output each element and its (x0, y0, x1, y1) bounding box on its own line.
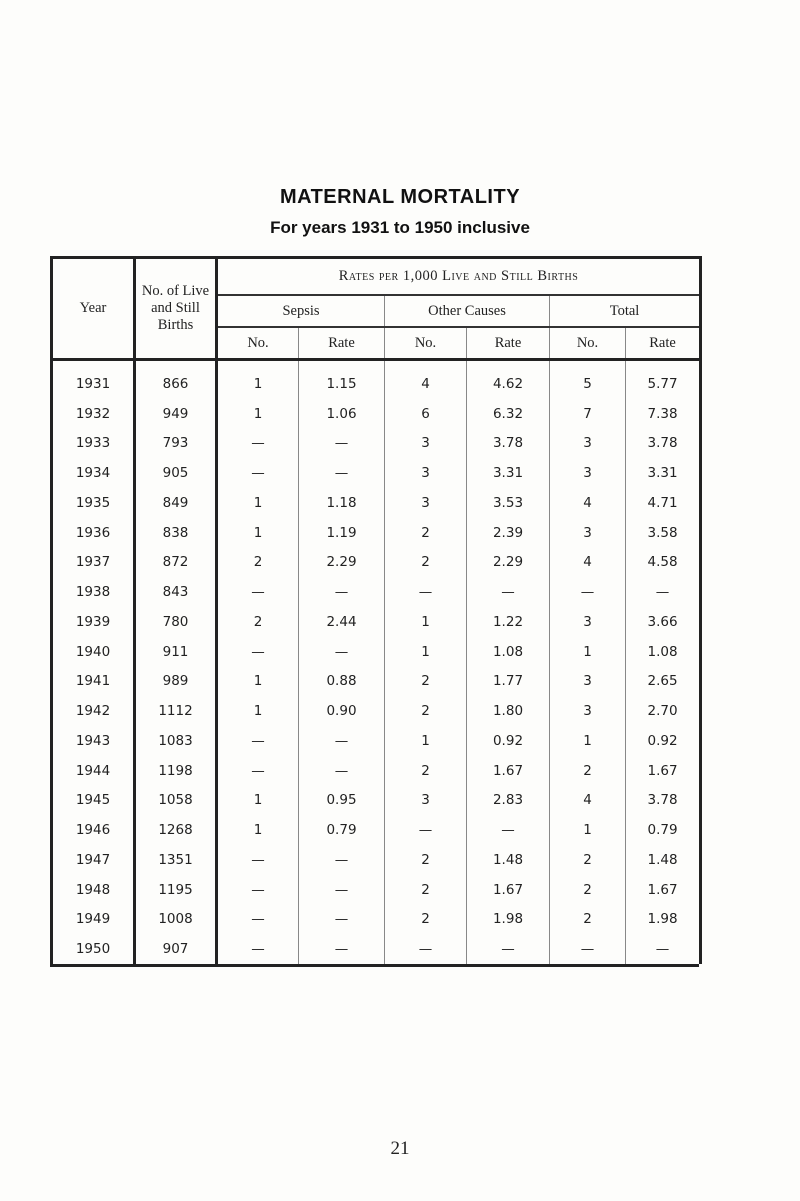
mortality-table (50, 256, 702, 964)
cell-o-rate: 1.77 (467, 667, 550, 697)
table-row (52, 696, 701, 726)
header-sepsis-no: No. (217, 327, 299, 360)
cell-t-no: 2 (550, 756, 626, 786)
cell-o-rate: 1.48 (467, 845, 550, 875)
page-title: MATERNAL MORTALITY (279, 186, 521, 208)
cell-births: 1351 (135, 845, 217, 875)
cell-s-no: — (217, 429, 299, 459)
cell-s-rate: — (299, 905, 385, 935)
cell-s-no: — (217, 875, 299, 905)
header-births: No. of Live and Still Births (135, 258, 217, 360)
table-row (52, 518, 701, 548)
cell-s-rate: — (299, 845, 385, 875)
table-row (52, 548, 701, 578)
cell-births: 1058 (135, 786, 217, 816)
cell-o-no: 2 (385, 875, 467, 905)
cell-year: 1944 (52, 756, 135, 786)
cell-t-no: 7 (550, 399, 626, 429)
cell-year: 1936 (52, 518, 135, 548)
cell-births: 780 (135, 607, 217, 637)
cell-births: 838 (135, 518, 217, 548)
cell-t-rate: 4.58 (626, 548, 701, 578)
cell-t-no: 4 (550, 548, 626, 578)
cell-o-no: 3 (385, 458, 467, 488)
cell-s-rate: 2.44 (299, 607, 385, 637)
cell-t-no: 1 (550, 726, 626, 756)
cell-year: 1941 (52, 667, 135, 697)
cell-t-rate: 1.67 (626, 756, 701, 786)
cell-births: 843 (135, 577, 217, 607)
cell-o-no: 2 (385, 667, 467, 697)
cell-year: 1943 (52, 726, 135, 756)
cell-s-no: 1 (217, 696, 299, 726)
cell-births: 911 (135, 637, 217, 667)
cell-s-rate: — (299, 875, 385, 905)
header-other-no: No. (385, 327, 467, 360)
cell-year: 1949 (52, 905, 135, 935)
cell-births: 849 (135, 488, 217, 518)
cell-o-rate: 0.92 (467, 726, 550, 756)
cell-o-rate: 2.29 (467, 548, 550, 578)
cell-births: 1008 (135, 905, 217, 935)
cell-o-rate: 1.22 (467, 607, 550, 637)
cell-o-rate: — (467, 934, 550, 964)
cell-o-rate: 1.08 (467, 637, 550, 667)
cell-t-rate: 5.77 (626, 360, 701, 399)
cell-s-rate: 2.29 (299, 548, 385, 578)
cell-o-no: 2 (385, 756, 467, 786)
cell-year: 1937 (52, 548, 135, 578)
cell-s-rate: — (299, 429, 385, 459)
cell-s-no: — (217, 726, 299, 756)
cell-o-no: 3 (385, 429, 467, 459)
cell-t-rate: 3.78 (626, 429, 701, 459)
cell-o-no: 2 (385, 518, 467, 548)
cell-o-rate: 3.78 (467, 429, 550, 459)
cell-year: 1932 (52, 399, 135, 429)
cell-births: 1198 (135, 756, 217, 786)
cell-year: 1946 (52, 815, 135, 845)
table-body (52, 360, 701, 965)
header-sepsis: Sepsis (217, 295, 385, 327)
cell-s-rate: — (299, 577, 385, 607)
cell-o-rate: 3.53 (467, 488, 550, 518)
cell-o-no: 2 (385, 845, 467, 875)
cell-s-rate: 1.06 (299, 399, 385, 429)
cell-s-no: — (217, 845, 299, 875)
cell-year: 1934 (52, 458, 135, 488)
header-total-rate: Rate (626, 327, 701, 360)
table-row (52, 845, 701, 875)
cell-s-rate: — (299, 637, 385, 667)
table-row (52, 458, 701, 488)
cell-s-rate: — (299, 934, 385, 964)
cell-o-no: 1 (385, 607, 467, 637)
cell-births: 1268 (135, 815, 217, 845)
table-row (52, 360, 701, 399)
table-row (52, 399, 701, 429)
cell-o-rate: 2.83 (467, 786, 550, 816)
cell-births: 1195 (135, 875, 217, 905)
cell-year: 1942 (52, 696, 135, 726)
cell-t-rate: 3.58 (626, 518, 701, 548)
cell-o-no: — (385, 577, 467, 607)
header-year: Year (52, 258, 135, 360)
cell-t-no: 4 (550, 488, 626, 518)
cell-births: 905 (135, 458, 217, 488)
cell-year: 1947 (52, 845, 135, 875)
cell-year: 1939 (52, 607, 135, 637)
cell-t-no: 2 (550, 845, 626, 875)
cell-year: 1948 (52, 875, 135, 905)
cell-births: 1083 (135, 726, 217, 756)
cell-year: 1931 (52, 360, 135, 399)
cell-t-rate: 2.65 (626, 667, 701, 697)
cell-s-rate: 0.79 (299, 815, 385, 845)
cell-s-no: 1 (217, 518, 299, 548)
cell-o-rate: 3.31 (467, 458, 550, 488)
cell-s-rate: — (299, 726, 385, 756)
cell-t-no: 3 (550, 607, 626, 637)
cell-o-no: 6 (385, 399, 467, 429)
cell-s-no: — (217, 756, 299, 786)
cell-t-rate: — (626, 934, 701, 964)
cell-t-rate: 3.31 (626, 458, 701, 488)
page-number: 21 (390, 1138, 410, 1159)
cell-births: 872 (135, 548, 217, 578)
cell-t-rate: 4.71 (626, 488, 701, 518)
cell-year: 1945 (52, 786, 135, 816)
cell-o-no: — (385, 815, 467, 845)
cell-t-rate: 1.67 (626, 875, 701, 905)
table-row (52, 934, 701, 964)
cell-s-rate: — (299, 458, 385, 488)
cell-t-no: 4 (550, 786, 626, 816)
cell-s-no: 2 (217, 548, 299, 578)
cell-s-no: 2 (217, 607, 299, 637)
cell-t-no: 2 (550, 875, 626, 905)
cell-births: 866 (135, 360, 217, 399)
cell-t-no: — (550, 934, 626, 964)
cell-o-rate: 1.98 (467, 905, 550, 935)
cell-births: 949 (135, 399, 217, 429)
cell-t-rate: 1.98 (626, 905, 701, 935)
header-total: Total (550, 295, 701, 327)
cell-year: 1950 (52, 934, 135, 964)
table-row (52, 815, 701, 845)
cell-s-no: 1 (217, 399, 299, 429)
cell-s-no: — (217, 577, 299, 607)
cell-o-no: 2 (385, 905, 467, 935)
cell-o-no: 3 (385, 786, 467, 816)
cell-s-rate: 1.18 (299, 488, 385, 518)
cell-births: 907 (135, 934, 217, 964)
cell-t-no: 2 (550, 905, 626, 935)
mortality-table-frame (50, 256, 699, 967)
cell-s-rate: 1.19 (299, 518, 385, 548)
table-bottom-rule (50, 964, 699, 967)
cell-o-no: 1 (385, 726, 467, 756)
cell-o-rate: 1.67 (467, 756, 550, 786)
cell-o-no: — (385, 934, 467, 964)
cell-o-rate: 2.39 (467, 518, 550, 548)
cell-s-no: 1 (217, 488, 299, 518)
cell-births: 989 (135, 667, 217, 697)
header-total-no: No. (550, 327, 626, 360)
cell-o-rate: 4.62 (467, 360, 550, 399)
cell-o-no: 2 (385, 548, 467, 578)
cell-o-no: 2 (385, 696, 467, 726)
cell-year: 1940 (52, 637, 135, 667)
cell-t-rate: 0.79 (626, 815, 701, 845)
cell-o-rate: 1.67 (467, 875, 550, 905)
cell-t-no: 3 (550, 429, 626, 459)
header-other-causes: Other Causes (385, 295, 550, 327)
cell-s-rate: 0.95 (299, 786, 385, 816)
cell-s-rate: 0.88 (299, 667, 385, 697)
cell-o-no: 4 (385, 360, 467, 399)
header-sepsis-rate: Rate (299, 327, 385, 360)
cell-s-no: — (217, 458, 299, 488)
cell-t-no: 5 (550, 360, 626, 399)
table-row (52, 756, 701, 786)
table-row (52, 637, 701, 667)
table-row (52, 875, 701, 905)
cell-s-rate: 0.90 (299, 696, 385, 726)
cell-t-rate: 7.38 (626, 399, 701, 429)
cell-t-rate: 2.70 (626, 696, 701, 726)
cell-t-no: 3 (550, 696, 626, 726)
cell-t-rate: 3.78 (626, 786, 701, 816)
cell-t-rate: 1.48 (626, 845, 701, 875)
table-row (52, 607, 701, 637)
cell-t-no: 3 (550, 667, 626, 697)
cell-t-rate: — (626, 577, 701, 607)
cell-o-no: 1 (385, 637, 467, 667)
cell-t-no: — (550, 577, 626, 607)
table-row (52, 667, 701, 697)
cell-births: 793 (135, 429, 217, 459)
header-other-rate: Rate (467, 327, 550, 360)
cell-o-rate: 6.32 (467, 399, 550, 429)
cell-t-no: 1 (550, 637, 626, 667)
cell-s-no: 1 (217, 815, 299, 845)
cell-births: 1112 (135, 696, 217, 726)
cell-s-no: — (217, 934, 299, 964)
cell-t-no: 1 (550, 815, 626, 845)
cell-t-rate: 0.92 (626, 726, 701, 756)
cell-s-no: 1 (217, 786, 299, 816)
table-row (52, 577, 701, 607)
cell-o-no: 3 (385, 488, 467, 518)
table-row (52, 786, 701, 816)
cell-o-rate: — (467, 577, 550, 607)
table-row (52, 905, 701, 935)
cell-t-rate: 1.08 (626, 637, 701, 667)
table-row (52, 726, 701, 756)
cell-o-rate: 1.80 (467, 696, 550, 726)
page-subtitle: For years 1931 to 1950 inclusive (270, 218, 530, 237)
table-row (52, 429, 701, 459)
cell-year: 1935 (52, 488, 135, 518)
header-rates-group: Rates per 1,000 Live and Still Births (217, 258, 701, 296)
table-row (52, 488, 701, 518)
cell-s-rate: — (299, 756, 385, 786)
cell-t-no: 3 (550, 518, 626, 548)
cell-s-no: — (217, 905, 299, 935)
cell-year: 1938 (52, 577, 135, 607)
cell-s-no: — (217, 637, 299, 667)
cell-s-no: 1 (217, 667, 299, 697)
cell-s-rate: 1.15 (299, 360, 385, 399)
cell-t-no: 3 (550, 458, 626, 488)
cell-s-no: 1 (217, 360, 299, 399)
cell-year: 1933 (52, 429, 135, 459)
cell-t-rate: 3.66 (626, 607, 701, 637)
cell-o-rate: — (467, 815, 550, 845)
